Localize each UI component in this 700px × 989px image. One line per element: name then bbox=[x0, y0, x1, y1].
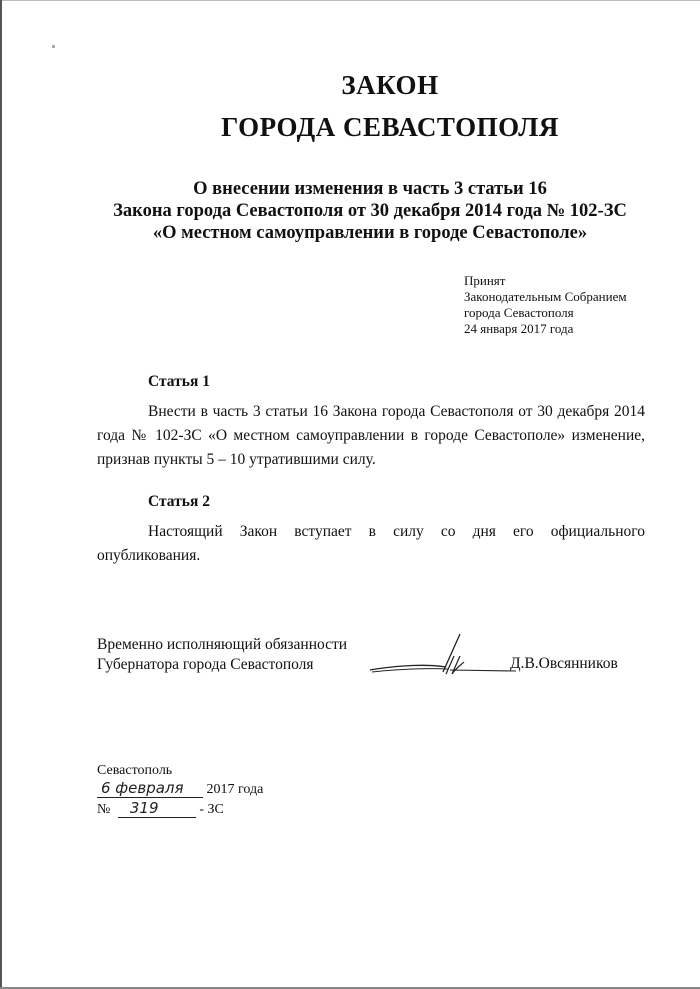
document-title: ЗАКОН bbox=[341, 70, 439, 100]
scan-edge-top bbox=[0, 0, 700, 1]
article-2-heading: Статья 2 bbox=[148, 493, 210, 510]
subject-line: О внесении изменения в часть 3 статьи 16 bbox=[193, 179, 547, 199]
law-number bbox=[97, 799, 224, 818]
scan-speck bbox=[52, 45, 55, 48]
article-1-heading: Статья 1 bbox=[148, 373, 210, 390]
law-subject bbox=[40, 178, 700, 244]
handwritten-date: 6 февраля bbox=[97, 779, 203, 798]
number-suffix: - ЗС bbox=[199, 802, 224, 817]
signing-place: Севастополь bbox=[97, 763, 173, 778]
subject-line: «О местном самоуправлении в городе Севастополе» bbox=[152, 223, 588, 243]
adoption-date: 24 января 2017 года bbox=[464, 321, 574, 336]
handwritten-signature bbox=[368, 632, 518, 677]
signatory-position bbox=[97, 635, 347, 675]
handwritten-number: 319 bbox=[118, 799, 196, 818]
subject-line: Закона города Севастополя от 30 декабря 2014 года № 102-ЗС bbox=[113, 201, 627, 221]
adoption-line: Принят bbox=[464, 273, 506, 288]
adoption-line: Законодательным Собранием bbox=[464, 289, 627, 304]
date-year: 2017 года bbox=[206, 782, 264, 797]
adoption-note bbox=[464, 273, 627, 337]
article-2-text: Настоящий Закон вступает в силу со дня его официального опубликования. bbox=[97, 523, 645, 564]
position-line: Губернатора города Севастополя bbox=[97, 656, 314, 673]
document-title-city: ГОРОДА СЕВАСТОПОЛЯ bbox=[221, 112, 559, 142]
article-1-text: Внести в часть 3 статьи 16 Закона города Севастополя от 30 декабря 2014 года № 102-ЗС «О местном самоуправлении в городе Севастополе» изменение, признав пункты 5 – 10 утратившими силу. bbox=[97, 403, 645, 468]
position-line: Временно исполняющий обязанности bbox=[97, 636, 348, 653]
scan-edge-left bbox=[0, 0, 2, 989]
signatory-name: Д.В.Овсянников bbox=[510, 655, 618, 672]
number-prefix: № bbox=[97, 802, 111, 817]
signing-date bbox=[97, 779, 263, 798]
adoption-line: города Севастополя bbox=[464, 305, 574, 320]
